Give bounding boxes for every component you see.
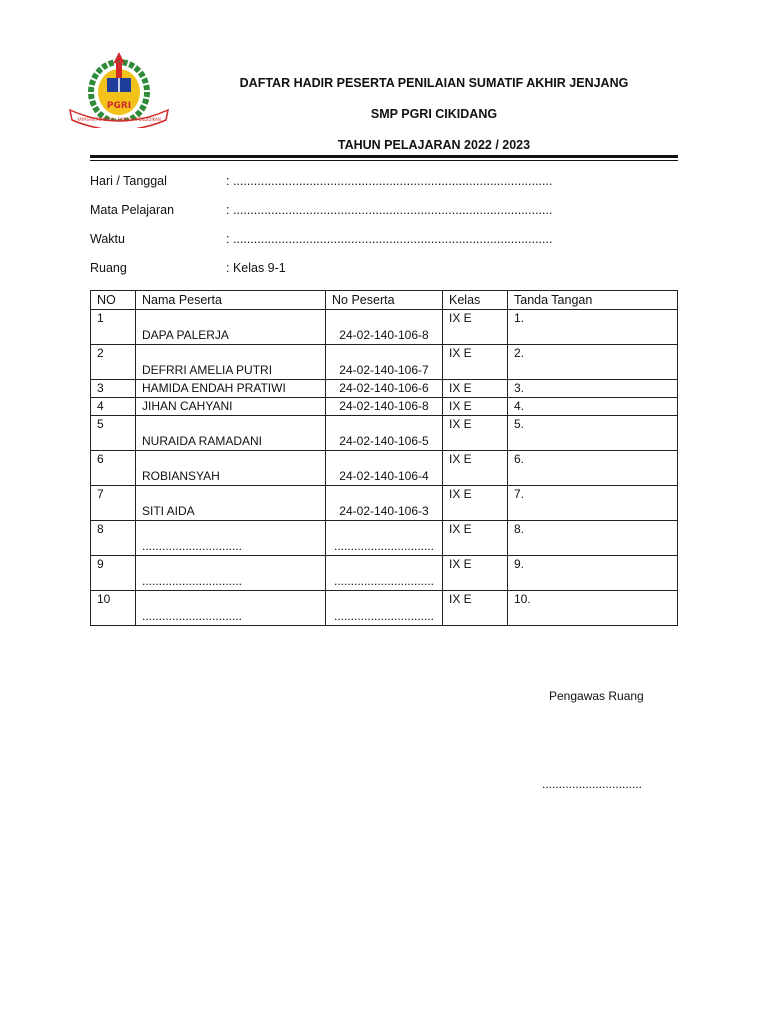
info-value: : ............................................................................................: [226, 203, 553, 217]
row-signature: 2.: [508, 345, 678, 380]
row-signature: 4.: [508, 398, 678, 416]
school-name: SMP PGRI CIKIDANG: [370, 107, 498, 121]
row-signature: 7.: [508, 486, 678, 521]
row-class: IX E: [443, 591, 508, 626]
table-row: [91, 451, 678, 486]
row-no: 8: [91, 521, 136, 556]
row-name: ..............................: [136, 591, 326, 626]
logo-banner-text: YAYASAN PEMBINA LEMBAGA PENDIDIKAN: [77, 117, 161, 122]
row-signature: 10.: [508, 591, 678, 626]
info-label: Waktu: [90, 232, 125, 246]
supervisor-label: Pengawas Ruang: [549, 689, 644, 703]
header-participant-number: No Peserta: [326, 291, 443, 310]
row-participant-number: 24-02-140-106-5: [326, 416, 443, 451]
info-value: : Kelas 9-1: [226, 261, 286, 275]
attendance-table: [90, 290, 678, 626]
info-value: : ............................................................................................: [226, 232, 553, 246]
row-class: IX E: [443, 451, 508, 486]
row-class: IX E: [443, 486, 508, 521]
info-label: Mata Pelajaran: [90, 203, 175, 217]
row-class: IX E: [443, 416, 508, 451]
header-class: Kelas: [443, 291, 508, 310]
supervisor-signature-line: ..............................: [542, 777, 643, 791]
logo-text: PGRI: [106, 101, 132, 111]
table-row: [91, 416, 678, 451]
info-label: Hari / Tanggal: [90, 174, 167, 188]
row-class: IX E: [443, 380, 508, 398]
table-header-row: [91, 291, 678, 310]
row-name: NURAIDA RAMADANI: [136, 416, 326, 451]
row-signature: 3.: [508, 380, 678, 398]
row-participant-number: 24-02-140-106-8: [326, 310, 443, 345]
info-value: : ............................................................................................: [226, 174, 553, 188]
table-row: [91, 345, 678, 380]
row-name: JIHAN CAHYANI: [136, 398, 326, 416]
table-row: [91, 521, 678, 556]
header-rule-thick: [90, 155, 678, 158]
row-signature: 1.: [508, 310, 678, 345]
table-row: [91, 380, 678, 398]
row-name: HAMIDA ENDAH PRATIWI: [136, 380, 326, 398]
row-participant-number: 24-02-140-106-6: [326, 380, 443, 398]
row-signature: 6.: [508, 451, 678, 486]
row-no: 6: [91, 451, 136, 486]
header-rule-thin: [90, 160, 678, 161]
document-title: DAFTAR HADIR PESERTA PENILAIAN SUMATIF AKHIR JENJANG: [239, 76, 629, 90]
row-class: IX E: [443, 345, 508, 380]
pgri-logo: [66, 44, 172, 128]
row-name: SITI AIDA: [136, 486, 326, 521]
header-no: NO: [91, 291, 136, 310]
row-participant-number: 24-02-140-106-8: [326, 398, 443, 416]
info-label: Ruang: [90, 261, 127, 275]
row-no: 5: [91, 416, 136, 451]
row-class: IX E: [443, 556, 508, 591]
row-class: IX E: [443, 398, 508, 416]
row-participant-number: ..............................: [326, 591, 443, 626]
row-participant-number: ..............................: [326, 521, 443, 556]
row-participant-number: 24-02-140-106-4: [326, 451, 443, 486]
row-participant-number: ..............................: [326, 556, 443, 591]
row-no: 10: [91, 591, 136, 626]
row-no: 9: [91, 556, 136, 591]
row-signature: 5.: [508, 416, 678, 451]
header-name: Nama Peserta: [136, 291, 326, 310]
table-row: [91, 486, 678, 521]
row-no: 1: [91, 310, 136, 345]
academic-year: TAHUN PELAJARAN 2022 / 2023: [337, 138, 531, 152]
table-row: [91, 310, 678, 345]
row-no: 7: [91, 486, 136, 521]
row-class: IX E: [443, 310, 508, 345]
row-signature: 9.: [508, 556, 678, 591]
row-no: 4: [91, 398, 136, 416]
header-signature: Tanda Tangan: [508, 291, 678, 310]
table-row: [91, 591, 678, 626]
table-row: [91, 398, 678, 416]
row-name: ..............................: [136, 556, 326, 591]
row-class: IX E: [443, 521, 508, 556]
row-name: DAPA PALERJA: [136, 310, 326, 345]
row-no: 2: [91, 345, 136, 380]
row-name: ROBIANSYAH: [136, 451, 326, 486]
row-name: ..............................: [136, 521, 326, 556]
table-row: [91, 556, 678, 591]
row-no: 3: [91, 380, 136, 398]
row-signature: 8.: [508, 521, 678, 556]
row-name: DEFRRI AMELIA PUTRI: [136, 345, 326, 380]
row-participant-number: 24-02-140-106-3: [326, 486, 443, 521]
row-participant-number: 24-02-140-106-7: [326, 345, 443, 380]
